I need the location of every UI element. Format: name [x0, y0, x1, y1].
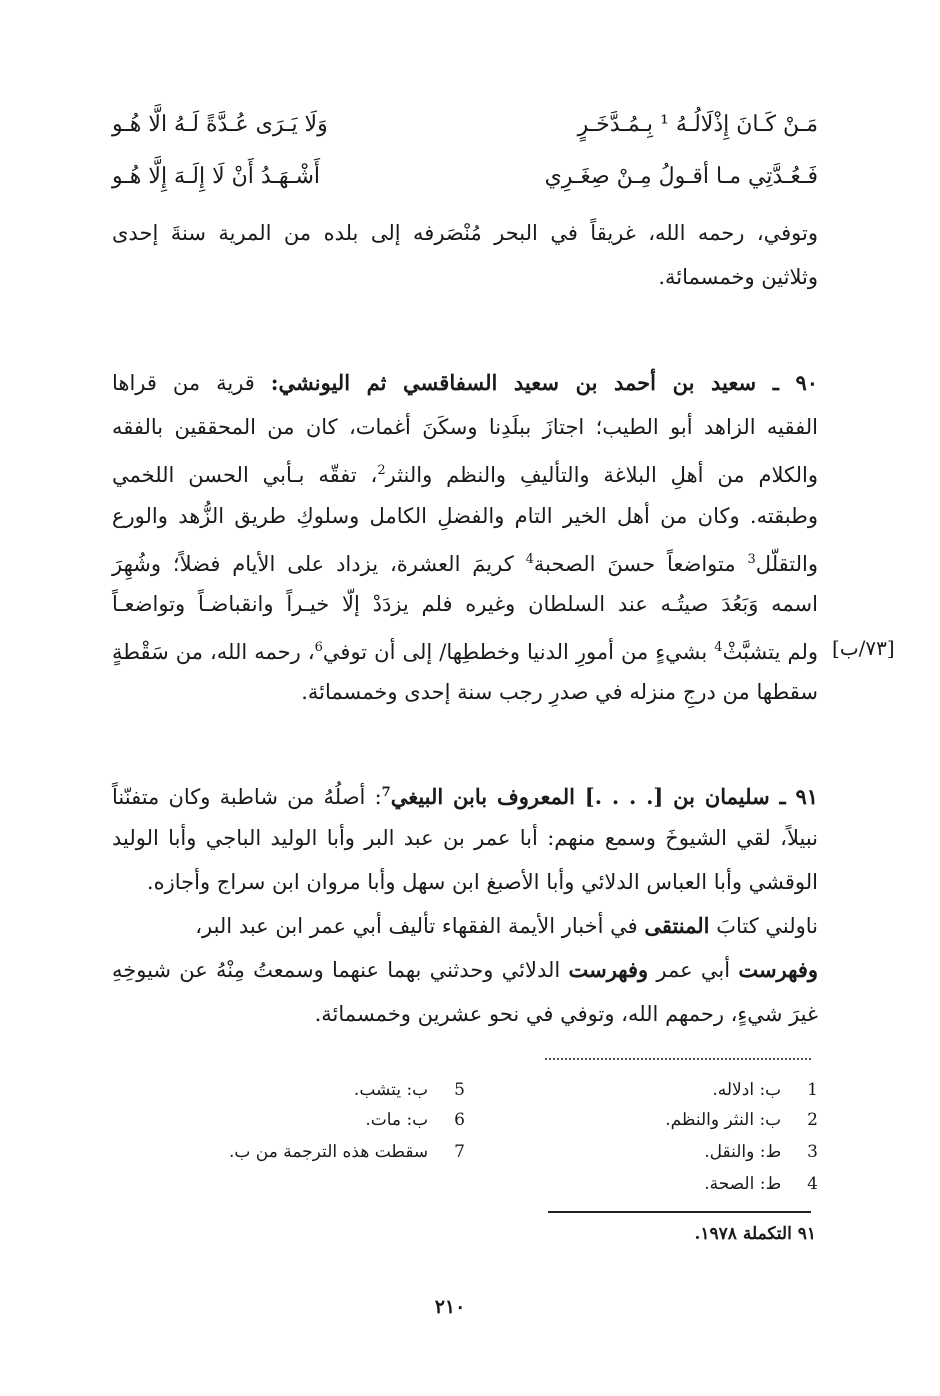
footnote-4-text: ط: الصحة. — [704, 1174, 782, 1194]
footnote-5 — [354, 1080, 465, 1100]
book-title-fihrist-2: وفهرست — [568, 957, 649, 982]
entry-90-line-3-b: ، تفقّه بـأبي الحسن اللخمي — [112, 463, 378, 487]
entry-90-line-4: وطبقته. وكان من أهل الخير التام والفضلِ الكامل وسلوكِ طريق الزُّهد والورع — [112, 504, 818, 528]
book-title-fihrist-1: وفهرست — [738, 957, 819, 982]
footnote-1 — [712, 1080, 818, 1100]
entry-90-line-1-rest: قرية من قراها — [112, 371, 271, 395]
entry-91-line-4 — [195, 911, 818, 941]
entry-90-line-7 — [112, 633, 818, 667]
footnote-7-text: سقطت هذه الترجمة من ب. — [228, 1142, 429, 1162]
footnote-7-num: 7 — [454, 1142, 465, 1162]
footnote-6 — [365, 1110, 465, 1130]
book-title-muntaqa: المنتقى — [644, 913, 710, 938]
footnote-5-text: ب: يتشب. — [353, 1080, 429, 1100]
footnote-ref-6[interactable]: 6 — [314, 640, 323, 655]
footnote-2 — [665, 1110, 818, 1130]
poem-line-2-left: أَشْـهَـدُ أَنْ لَا إِلَـهَ إِلَّا هُـو — [112, 163, 321, 189]
footnote-ref-3[interactable]: 3 — [747, 552, 756, 567]
footnote-6-num: 6 — [454, 1110, 465, 1130]
entry-90-line-7-b: بشيءٍ من أمورِ الدنيا وخططِها/ إلى أن توفي — [322, 640, 715, 664]
footnote-1-text: ب: ادلاله. — [712, 1080, 782, 1100]
footnote-1-num: 1 — [807, 1080, 818, 1100]
entry-91-heading: ٩١ ـ سليمان بن [. . . .] المعروف بابن البيغي — [390, 784, 819, 809]
poem-line-2 — [112, 156, 818, 196]
footnote-2-text: ب: النثر والنظم. — [665, 1110, 782, 1130]
entry-90-line-3-a: والكلام من أهلِ البلاغة والتأليفِ والنظم والنثر — [385, 463, 819, 487]
footnote-4-num: 4 — [807, 1174, 818, 1194]
reference-separator — [548, 1211, 811, 1213]
entry-90-line-5-a: والتقلّل — [755, 552, 818, 576]
entry-90-line-8: سقطها من درجِ منزله في صدرِ رجب سنة إحدى وخمسمائة. — [301, 680, 818, 704]
source-reference: ٩١ التكملة ١٩٧٨. — [694, 1224, 816, 1244]
entry-91-line-4-a: ناولني كتابَ — [709, 914, 818, 938]
footnote-ref-2[interactable]: 2 — [377, 463, 386, 478]
entry-91-line-4-b: في أخبار الأيمة الفقهاء تأليف أبي عمر ابن عبد البر، — [195, 914, 645, 938]
entry-91-line-5 — [112, 955, 818, 985]
entry-91-line-6: غيرَ شيءٍ، رحمهم الله، وتوفي في نحو عشرين وخمسمائة. — [314, 1002, 818, 1026]
intro-line-2: وثلاثين وخمسمائة. — [658, 265, 818, 289]
entry-90-heading: ٩٠ ـ سعيد بن أحمد بن سعيد السفاقسي ثم اليونشي: — [270, 370, 819, 395]
footnote-separator — [545, 1058, 811, 1060]
entry-90-line-5 — [112, 545, 818, 579]
entry-90-line-5-c: كريمَ العشرة، يزداد على الأيام فضلاً؛ وشُهِرَ — [112, 552, 526, 576]
entry-91-line-2: نبيلاً، لقي الشيوخَ وسمع منهم: أبا عمر بن عبد البر وأبا الوليد الباجي وأبا الوليد — [112, 826, 818, 850]
entry-91-line-3: الوقشي وأبا العباس الدلائي وأبا الأصبغ ابن سهل وأبا مروان ابن سراج وأجازه. — [146, 870, 818, 894]
entry-90-line-6: اسمه وَبَعُدَ صيتُـه عند السلطان وغيره فلم يزدَدْ إلّا خيـراً وانقباضـاً وتواضعـاً — [112, 592, 818, 616]
margin-folio-ref: [٧٣/ب] — [832, 636, 895, 660]
entry-90-line-2: الفقيه الزاهد أبو الطيب؛ اجتازَ ببلَدِنا وسكَنَ أغمات، كان من المحققين بالفقه — [112, 415, 818, 439]
footnote-ref-4[interactable]: 4 — [525, 552, 534, 567]
poem-line-1 — [112, 104, 818, 144]
entry-91-line-5-a: أبي عمر — [648, 958, 739, 982]
footnote-ref-7[interactable]: 7 — [381, 785, 391, 800]
intro-line-1: وتوفي، رحمه الله، غريقاً في البحر مُنْصَرفه إلى بلده من المرية سنةَ إحدى — [112, 221, 818, 245]
footnote-3 — [704, 1142, 818, 1162]
footnote-3-text: ط: والنقل. — [704, 1142, 782, 1162]
poem-line-1-left: وَلَا يَـرَى عُـدَّةً لَـهُ الَّا هُـو — [112, 111, 328, 137]
footnote-ref-4b[interactable]: 4 — [714, 640, 723, 655]
page-number: ٢١٠ — [434, 1296, 466, 1318]
entry-91-line-5-b: الدلائي وحدثني بهما عنهما وسمعتُ مِنْهُ عن شيوخِهِ — [112, 958, 569, 982]
entry-90-line-3 — [112, 456, 818, 490]
entry-91-line-1 — [112, 778, 818, 812]
entry-90-line-1 — [112, 368, 818, 398]
footnote-6-text: ب: مات. — [365, 1110, 429, 1130]
entry-91-line-1-rest: : أصلُهُ من شاطبة وكان متفنّناً — [112, 785, 382, 809]
footnote-3-num: 3 — [807, 1142, 818, 1162]
footnote-7 — [229, 1142, 465, 1162]
poem-line-1-right: مَـنْ كَـانَ إِذْلَالُـهُ ¹ بِـمُـدَّخَـرٍ — [577, 111, 818, 137]
entry-90-line-7-c: ، رحمه الله، من سَقْطةٍ — [112, 640, 315, 664]
entry-90-line-7-a: ولم يتشبَّثْ — [722, 640, 818, 664]
footnote-5-num: 5 — [454, 1080, 465, 1100]
entry-90-line-5-b: متواضعاً حسنَ الصحبة — [533, 552, 748, 576]
footnote-2-num: 2 — [807, 1110, 818, 1130]
poem-line-2-right: فَـعُـدَّتِي مـا أقـولُ مِـنْ صِغَـرِي — [544, 163, 818, 189]
footnote-4 — [704, 1174, 818, 1194]
